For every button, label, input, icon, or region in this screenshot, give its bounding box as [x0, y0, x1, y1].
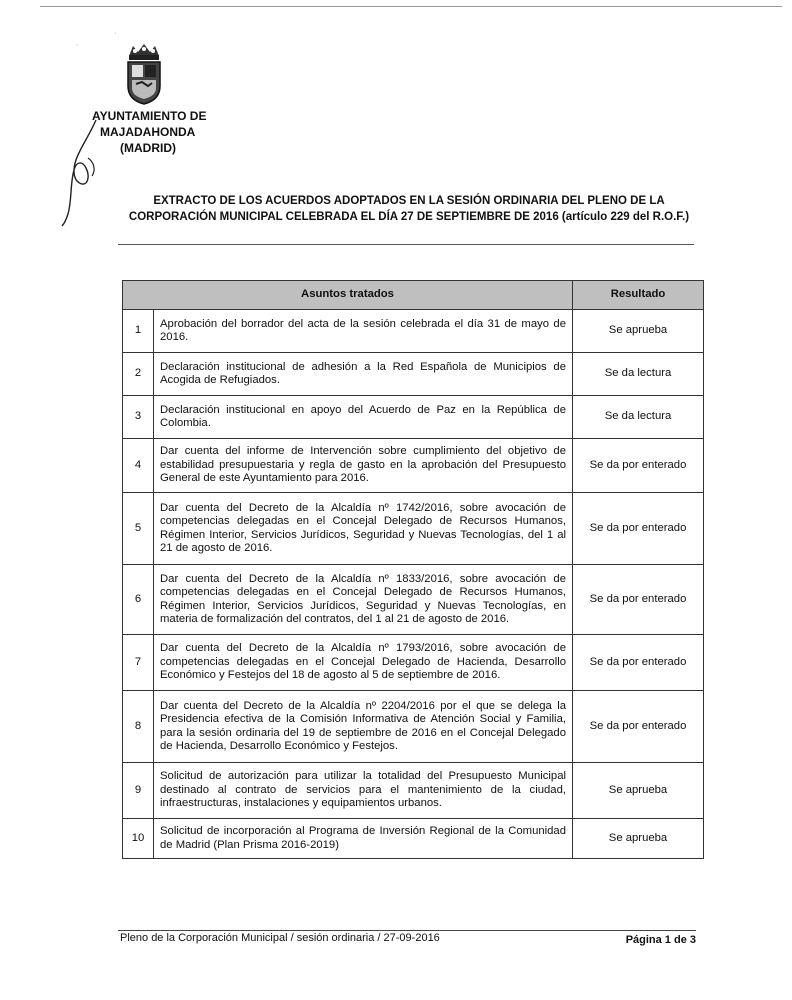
row-result: Se aprueba — [573, 819, 704, 859]
table-header-row — [123, 281, 704, 310]
agreements-table — [122, 280, 704, 859]
organization-name — [92, 108, 206, 156]
row-subject: Dar cuenta del informe de Intervención sobre cumplimiento del objetivo de estabilidad presupuestaria y regla de gasto en la aprobación del Presupuesto General de este Ayuntamiento para 2016. — [154, 439, 573, 493]
row-result: Se da por enterado — [573, 493, 704, 565]
row-result: Se da por enterado — [573, 635, 704, 691]
row-number: 3 — [123, 396, 154, 439]
result-column-header: Resultado — [573, 281, 704, 310]
org-line-2: MAJADAHONDA — [100, 125, 196, 139]
subject-column-header: Asuntos tratados — [123, 281, 573, 310]
page-number: Página 1 de 3 — [625, 934, 696, 946]
table-row — [123, 763, 704, 819]
org-line-1: AYUNTAMIENTO DE — [92, 109, 207, 123]
row-number: 8 — [123, 691, 154, 763]
scan-speck: · — [114, 30, 117, 37]
title-divider — [118, 244, 694, 245]
table-row — [123, 691, 704, 763]
footer-session-info: Pleno de la Corporación Municipal / sesión ordinaria / 27-09-2016 — [120, 932, 440, 944]
row-subject: Dar cuenta del Decreto de la Alcaldía nº 1793/2016, sobre avocación de competencias delegadas en el Concejal Delegado de Hacienda, Desarrollo Económico y Festejos del 18 de agosto al 5 de septiembre de 2016. — [154, 635, 573, 691]
org-line-3: (MADRID) — [120, 141, 176, 155]
table-row — [123, 310, 704, 353]
row-subject: Aprobación del borrador del acta de la sesión celebrada el día 31 de mayo de 2016. — [154, 310, 573, 353]
row-subject: Solicitud de autorización para utilizar la totalidad del Presupuesto Municipal destinado al contrato de servicios para el mantenimiento de la ciudad, infraestructuras, instalaciones y equipamientos urbanos. — [154, 763, 573, 819]
table-row — [123, 565, 704, 635]
row-result: Se da por enterado — [573, 565, 704, 635]
scan-top-edge — [40, 6, 782, 7]
row-number: 2 — [123, 353, 154, 396]
row-result: Se da por enterado — [573, 439, 704, 493]
row-number: 4 — [123, 439, 154, 493]
row-number: 6 — [123, 565, 154, 635]
row-subject: Declaración institucional en apoyo del Acuerdo de Paz en la República de Colombia. — [154, 396, 573, 439]
table-row — [123, 396, 704, 439]
row-number: 9 — [123, 763, 154, 819]
row-result: Se da lectura — [573, 353, 704, 396]
row-result: Se aprueba — [573, 310, 704, 353]
footer-divider — [118, 930, 696, 931]
row-number: 5 — [123, 493, 154, 565]
table-row — [123, 493, 704, 565]
row-subject: Dar cuenta del Decreto de la Alcaldía nº 2204/2016 por el que se delega la Presidencia efectiva de la Comisión Informativa de Atención Social y Familia, para la sesión ordinaria del 19 de septiembre de 2016 en el Concejal Delegado de Hacienda, Desarrollo Económico y Festejos. — [154, 691, 573, 763]
table-row — [123, 439, 704, 493]
row-number: 10 — [123, 819, 154, 859]
table-row — [123, 819, 704, 859]
coat-of-arms-icon — [121, 42, 167, 106]
row-subject: Solicitud de incorporación al Programa de Inversión Regional de la Comunidad de Madrid (Plan Prisma 2016-2019) — [154, 819, 573, 859]
row-result: Se aprueba — [573, 763, 704, 819]
table-row — [123, 353, 704, 396]
handwritten-signature — [58, 118, 108, 228]
row-number: 7 — [123, 635, 154, 691]
document-title: EXTRACTO DE LOS ACUERDOS ADOPTADOS EN LA SESIÓN ORDINARIA DEL PLENO DE LA CORPORACIÓN MUNICIPAL CELEBRADA EL DÍA 27 DE SEPTIEMBRE DE 2016 (artículo 229 del R.O.F.) — [128, 195, 690, 223]
row-subject: Dar cuenta del Decreto de la Alcaldía nº 1742/2016, sobre avocación de competencias delegadas en el Concejal Delegado de Recursos Humanos, Régimen Interior, Servicios Jurídicos, Seguridad y Nuevas Tecnologías, del 1 al 21 de agosto de 2016. — [154, 493, 573, 565]
row-result: Se da lectura — [573, 396, 704, 439]
row-result: Se da por enterado — [573, 691, 704, 763]
row-subject: Dar cuenta del Decreto de la Alcaldía nº 1833/2016, sobre avocación de competencias delegadas en el Concejal Delegado de Recursos Humanos, Régimen Interior, Servicios Jurídicos, Seguridad y Nuevas Tecnologías, en materia de formalización del contratos, del 1 al 21 de agosto de 2016. — [154, 565, 573, 635]
table-row — [123, 635, 704, 691]
row-subject: Declaración institucional de adhesión a la Red Española de Municipios de Acogida de Refugiados. — [154, 353, 573, 396]
scan-speck: · — [76, 42, 79, 49]
row-number: 1 — [123, 310, 154, 353]
